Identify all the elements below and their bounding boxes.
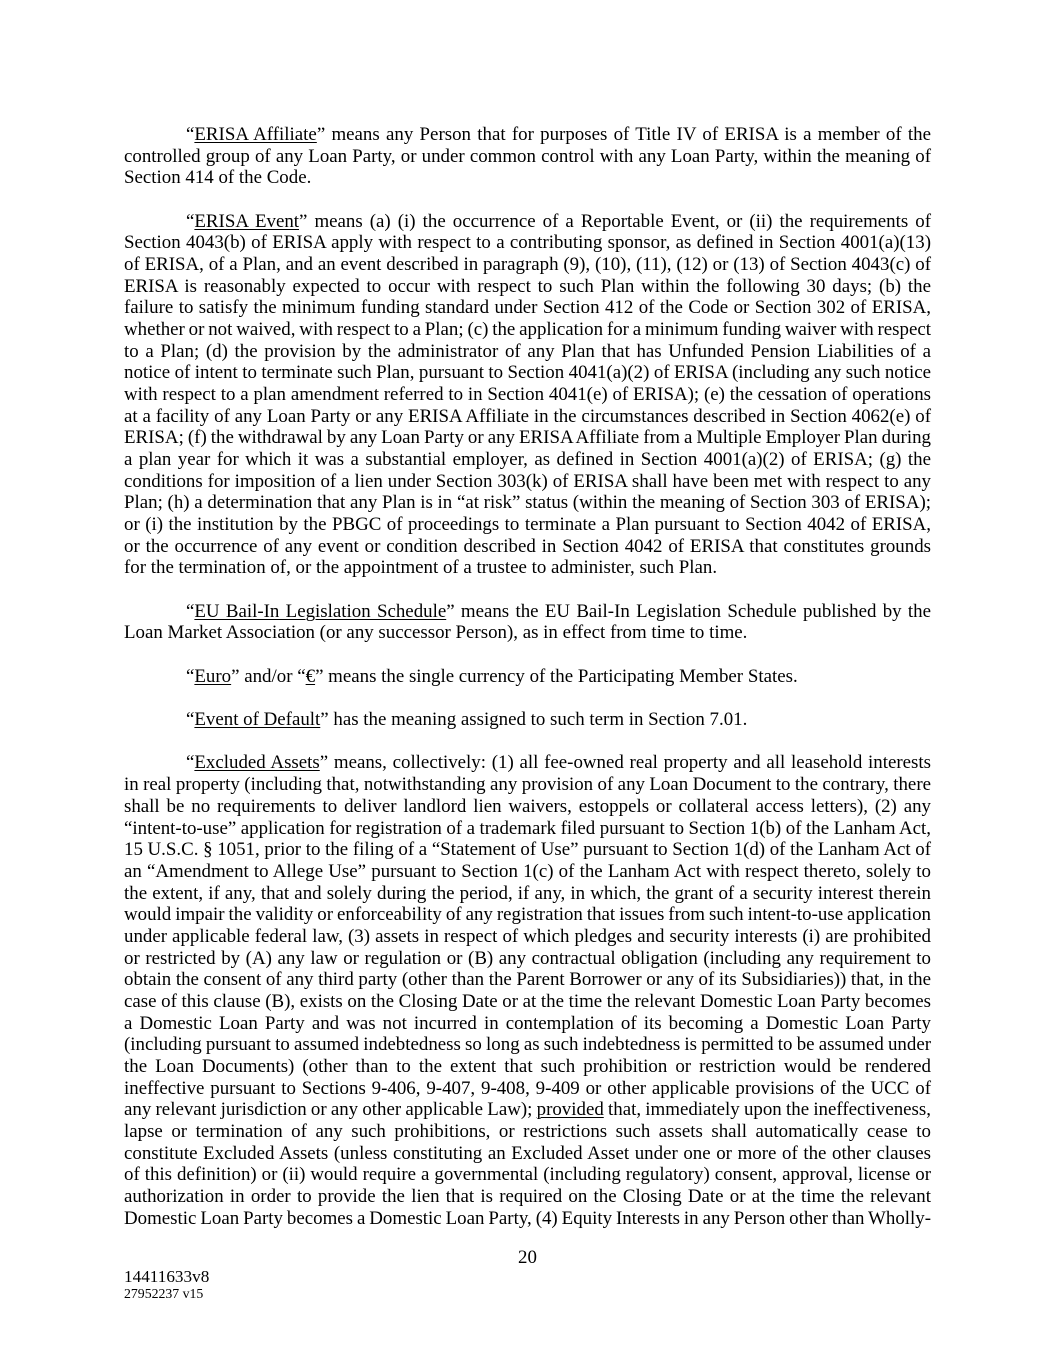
definition-first-line [124,666,931,688]
definition-line: would impair the validity or enforceability of any registration that issues from such intent-to-use application [124,904,931,926]
definition-first-line [124,709,931,731]
definition-eu-bail-in-legislation-schedule [124,601,931,644]
definition-line: or restricted by (A) any law or regulation or (B) any contractual obligation (including any requirement to [124,947,931,969]
definition-text: ” means, collectively: (1) all fee-owned real property and all leasehold interests [319,752,931,774]
definition-line: Plan; (h) a determination that any Plan is in “at risk” status (within the meaning of Section 303 of ERISA); [124,492,931,514]
definition-line: failure to satisfy the minimum funding standard under Section 412 of the Code or Section 302 of ERISA, [124,297,931,319]
definition-first-line [124,601,931,623]
open-quote: “ [186,600,195,622]
definition-line: (including pursuant to assumed indebtedness so long as such indebtedness is permitted to be assumed under [124,1034,931,1056]
defined-term: EU Bail-In Legislation Schedule [194,600,447,622]
open-quote: “ [186,210,195,232]
definition-text: ” means the EU Bail-In Legislation Schedule published by the [446,600,931,622]
definition-first-line [124,124,931,146]
definition-line: Loan Market Association (or any successor Person), as in effect from time to time. [124,622,748,644]
definition-first-line [124,752,931,774]
definition-line: with respect to a plan amendment referred to in Section 4041(e) of ERISA); (e) the cessation of operations [124,384,931,406]
definition-line: Domestic Loan Party becomes a Domestic Loan Party, (4) Equity Interests in any Person other than Wholly- [124,1207,931,1229]
definition-line: ERISA is reasonably expected to occur with respect to such Plan within the following 30 days; (b) the [124,275,931,297]
definition-line: Section 4043(b) of ERISA apply with respect to a contributing sponsor, as defined in Section 4001(a)(13) [124,232,931,254]
definition-line: obtain the consent of any third party (other than the Parent Borrower or any of its Subsidiaries)) that, in the [124,969,931,991]
definition-text: any relevant jurisdiction or any other applicable Law); [124,1099,537,1121]
definition-text: ” means (a) (i) the occurrence of a Reportable Event, or (ii) the requirements of [299,210,931,232]
definition-line: constitute Excluded Assets (unless constituting an Excluded Asset under one or more of the other clauses [124,1142,931,1164]
definition-line: conditions for imposition of a lien under Section 303(k) of ERISA shall have been met with respect to any [124,470,931,492]
document-id: 14411633v8 [124,1267,210,1286]
definition-line: 15 U.S.C. § 1051, prior to the filing of a “Statement of Use” pursuant to Section 1(d) of the Lanham Act of [124,839,931,861]
definition-text: ” has the meaning assigned to such term in Section 7.01. [320,709,748,731]
open-quote: “ [186,752,195,774]
definition-excluded-assets [124,752,931,1229]
definition-line: lapse or termination of any such prohibitions, or restrictions such assets shall automatically cease to [124,1120,931,1142]
definition-line: Section 414 of the Code. [124,167,312,189]
definition-line: a plan year for which it was a substantial employer, as defined in Section 4001(a)(2) of ERISA; (g) the [124,449,931,471]
definition-text: ” means any Person that for purposes of Title IV of ERISA is a member of the [316,124,931,145]
defined-term: Excluded Assets [194,752,320,774]
open-quote: “ [186,124,195,145]
definition-text: ” and/or “ [231,665,306,687]
definition-euro [124,666,931,688]
definition-line: in real property (including that, notwithstanding any provision of any Loan Document to the contrary, there [124,774,931,796]
definition-line: of this definition) or (ii) would require a governmental (including regulatory) consent, approval, license or [124,1164,931,1186]
definition-line: “intent-to-use” application for registration of a trademark filed pursuant to Section 1(b) of the Lanham Act, [124,817,931,839]
definition-line: at a facility of any Loan Party or any ERISA Affiliate in the circumstances described in Section 4062(e) of [124,405,931,427]
definition-text: ” means the single currency of the Participating Member States. [315,665,798,687]
defined-term: Euro [194,665,232,687]
definition-line: ERISA; (f) the withdrawal by any Loan Party or any ERISA Affiliate from a Multiple Employer Plan during [124,427,931,449]
definition-event-of-default [124,709,931,731]
page-number: 20 [518,1247,537,1268]
document-body [124,124,931,1251]
definition-erisa-event [124,211,931,579]
defined-term: ERISA Event [194,210,300,232]
definition-line: authorization in order to provide the lien that is required on the Closing Date or at the time the relevant [124,1185,931,1207]
definition-line [124,1099,931,1121]
document-id-secondary: 27952237 v15 [124,1286,204,1301]
definition-line: controlled group of any Loan Party, or under common control with any Loan Party, within the meaning of [124,145,931,167]
definition-line: under applicable federal law, (3) assets in respect of which pledges and security interests (i) are prohibited [124,925,931,947]
definition-line: to a Plan; (d) the provision by the administrator of any Plan that has Unfunded Pension Liabilities of a [124,340,931,362]
definition-line: for the termination of, or the appointment of a trustee to administer, such Plan. [124,557,718,579]
definition-line: or the occurrence of any event or condition described in Section 4042 of ERISA that constitutes grounds [124,535,931,557]
definition-line: an “Amendment to Allege Use” pursuant to Section 1(c) of the Lanham Act with respect thereto, solely to [124,860,931,882]
definition-erisa-affiliate [124,124,931,189]
definition-line: case of this clause (B), exists on the Closing Date or at the time the relevant Domestic Loan Party becomes [124,990,931,1012]
definition-line: notice of intent to terminate such Plan, pursuant to Section 4041(a)(2) of ERISA (including any such notice [124,362,931,384]
defined-term-symbol: € [305,665,316,687]
definition-line: shall be no requirements to deliver landlord lien waivers, estoppels or collateral access letters), (2) any [124,795,931,817]
definition-line: the Loan Documents) (other than to the extent that such prohibition or restriction would be rendered [124,1055,931,1077]
open-quote: “ [186,709,195,731]
definition-line: ineffective pursuant to Sections 9-406, 9-407, 9-408, 9-409 or other applicable provisions of the UCC of [124,1077,931,1099]
definition-text: that, immediately upon the ineffectiveness, [603,1099,931,1121]
proviso-term: provided [536,1099,604,1121]
definition-line: whether or not waived, with respect to a Plan; (c) the application for a minimum funding waiver with respect [124,319,931,341]
definition-line: or (i) the institution by the PBGC of proceedings to terminate a Plan pursuant to Section 4042 of ERISA, [124,514,931,536]
open-quote: “ [186,665,195,687]
definition-line: the extent, if any, that and solely during the period, if any, in which, the grant of a security interest therein [124,882,931,904]
defined-term: Event of Default [194,709,321,731]
definition-line: a Domestic Loan Party and was not incurred in contemplation of its becoming a Domestic Loan Party [124,1012,931,1034]
definition-first-line [124,211,931,233]
defined-term: ERISA Affiliate [194,124,317,145]
definition-line: of ERISA, of a Plan, and an event described in paragraph (9), (10), (11), (12) or (13) of Section 4043(c) of [124,254,931,276]
